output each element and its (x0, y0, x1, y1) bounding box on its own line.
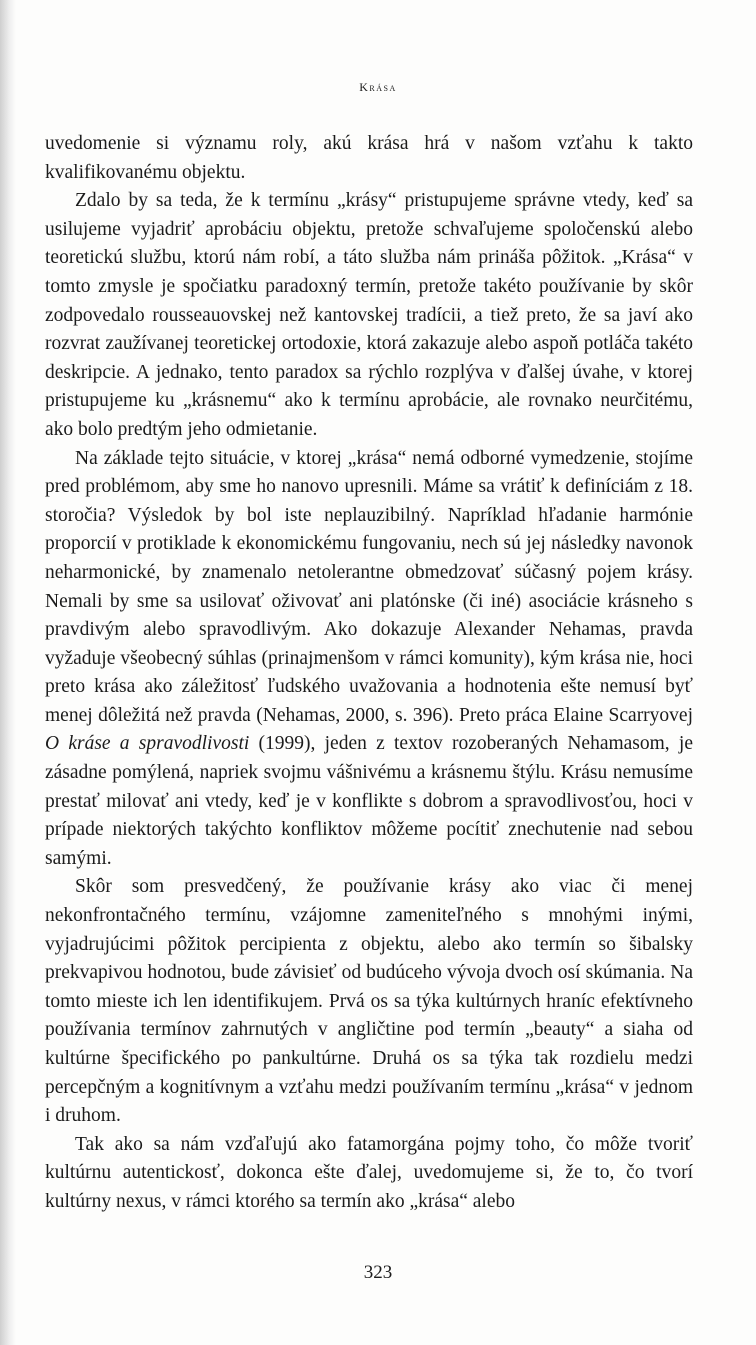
paragraph-3-text-before: Na základe tejto situácie, v ktorej „krása“ nemá odborné vymedzenie, stojíme pred problémom, aby sme ho nanovo upresnili. Máme sa vrátiť k definíciám z 18. storočia? Výsledok by bol iste neplauzibilný. Napríklad hľadanie harmónie proporcií v protiklade k ekonomickému fungovaniu, nech sú jej následky navonok neharmonické, by znamenalo netolerantne obmedzovať súčasný pojem krásy. Nemali by sme sa usilovať oživovať ani platónske (či iné) asociácie krásneho s pravdivým alebo spravodlivým. Ako dokazuje Alexander Nehamas, pravda vyžaduje všeobecný súhlas (prinajmenšom v rámci komunity), kým krása nie, hoci preto krása ako záležitosť ľudského uvažovania a hodnotenia ešte nemusí byť menej dôležitá než pravda (Nehamas, 2000, s. 396). Preto práca Elaine Scarryovej (45, 447, 693, 726)
paragraph-2: Zdalo by sa teda, že k termínu „krásy“ pristupujeme správne vtedy, keď sa usilujeme vyjadriť aprobáciu objektu, pretože schvaľujeme spoločenskú alebo teoretickú službu, ktorú nám robí, a táto služba nám prináša pôžitok. „Krása“ v tomto zmysle je spočiatku paradoxný termín, pretože takéto používanie by skôr zodpovedalo rousseauovskej než kantovskej tradícii, a tiež preto, že sa javí ako rozvrat zaužívanej teoretickej ortodoxie, ktorá zakazuje alebo aspoň potláča takéto deskripcie. A jednako, tento paradox sa rýchlo rozplýva v ďalšej úvahe, v ktorej pristupujeme ku „krásnemu“ ako k termínu aprobácie, ale rovnako neurčitému, ako bolo predtým jeho odmietanie. (45, 190, 693, 440)
book-title-italic: O kráse a spravodlivosti (45, 733, 250, 755)
running-header: Krása (359, 80, 397, 94)
paragraph-1: uvedomenie si významu roly, akú krása hrá v našom vzťahu k takto kvalifikovanému objektu. (45, 133, 693, 183)
scan-binding-shadow (0, 0, 16, 1345)
paragraph-5: Tak ako sa nám vzďaľujú ako fatamorgána pojmy toho, čo môže tvoriť kultúrnu autentickosť, dokonca ešte ďalej, uvedomujeme si, že to, čo tvorí kultúrny nexus, v rámci ktorého sa termín ako „krása“ alebo (45, 1133, 693, 1212)
paragraph-3-text-after: (1999), jeden z textov rozoberaných Nehamasom, je zásadne pomýlená, napriek svojmu vášnivému a krásnemu štýlu. Krásu nemusíme prestať milovať ani vtedy, keď je v konflikte s dobrom a spravodlivosťou, hoci v prípade niektorých takýchto konfliktov môžeme pocítiť znechutenie nad sebou samými. (45, 733, 693, 869)
page-number: 323 (363, 1262, 393, 1283)
paragraph-4: Skôr som presvedčený, že používanie krásy ako viac či menej nekonfrontačného termínu, vzájomne zameniteľného s mnohými inými, vyjadrujúcimi pôžitok percipienta z objektu, alebo ako termín so šibalsky prekvapivou hodnotou, bude závisieť od budúceho vývoja dvoch osí skúmania. Na tomto mieste ich len identifikujem. Prvá os sa týka kultúrnych hraníc efektívneho používania termínov zahrnutých v angličtine pod termín „beauty“ a siaha od kultúrne špecifického po pankultúrne. Druhá os sa týka tak rozdielu medzi percepčným a kognitívnym a vzťahu medzi používaním termínu „krása“ v jednom i druhom. (45, 876, 693, 1127)
body-text (45, 130, 693, 1217)
paragraph-3 (45, 445, 693, 874)
